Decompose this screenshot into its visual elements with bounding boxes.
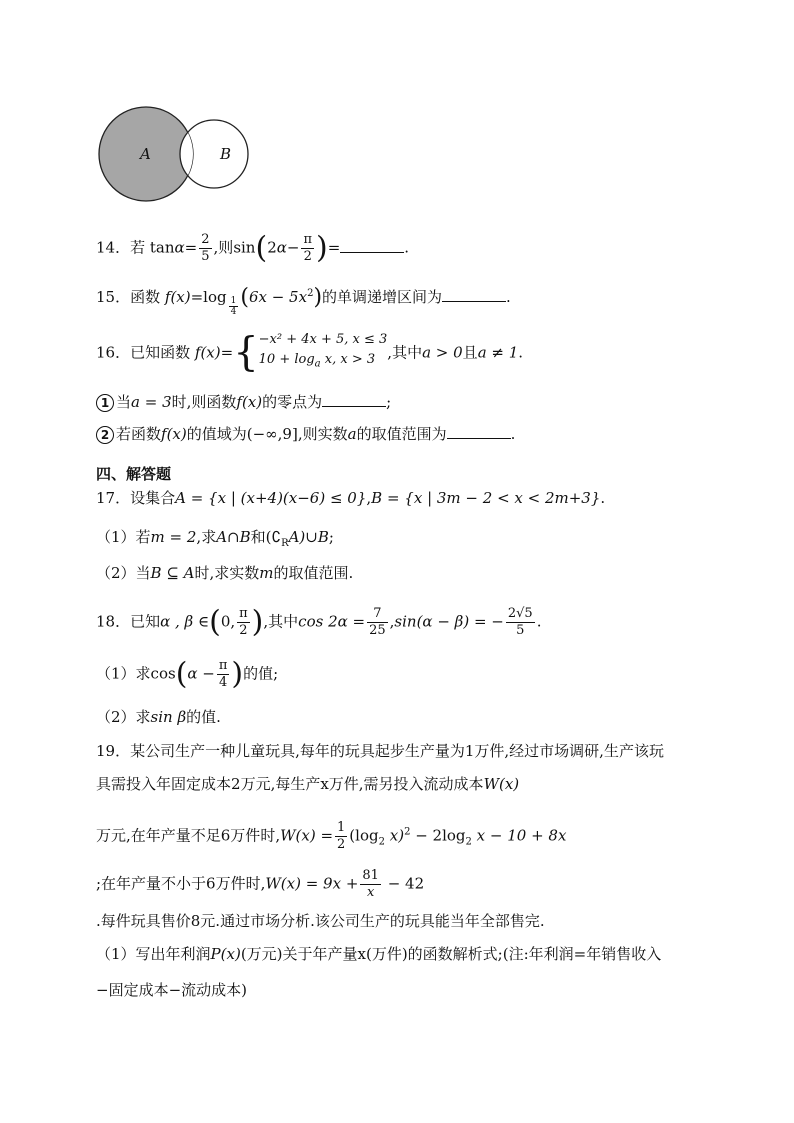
- question-16-part-1: 1 当a = 3时,则函数f(x)的零点为 ;: [96, 392, 391, 412]
- question-19-line-3: 万元,在年产量不足6万件时,W(x) = $\frac{1}{2}$ ($\log_2$ $x)^2 - 2\log_2$ x − 10 + 8x: [96, 820, 567, 852]
- section-heading: 四、解答题: [96, 465, 172, 483]
- question-18-part-1: （1）求cos(α − $\frac{\pi}{4}$ )的值;: [96, 656, 279, 692]
- answer-blank[interactable]: [447, 424, 511, 439]
- question-17-part-1: （1）若m = 2,求A∩B和$(∁_RA)\cup B$;: [96, 528, 334, 549]
- set-b-label: B: [220, 145, 232, 163]
- question-number: 15．: [96, 288, 131, 306]
- question-16-part-2: 2 若函数f(x)的值域为(−∞,9],则实数a的取值范围为 .: [96, 424, 515, 444]
- question-17-part-2: （2）当B ⊆ A时,求实数m的取值范围.: [96, 564, 354, 582]
- question-15: 15．函数 f(x)=log $\frac{1}{4}$ $(6x - 5x^2)$的单调递增区间为 .: [96, 285, 511, 317]
- question-19-line-4: ;在年产量不小于6万件时,W(x) = 9x + $\frac{81}{x}$ − 42: [96, 868, 425, 900]
- answer-blank[interactable]: [340, 238, 404, 253]
- question-number: 16．: [96, 343, 131, 362]
- set-a-label: A: [140, 145, 151, 163]
- question-number: 14．: [96, 238, 131, 257]
- question-18: 18．已知α , β ∈(0, $\frac{\pi}{2}$ ),其中cos 2α = $\frac{7}{25}$ ,sin(α − β) = − $\frac{2√5}{5}$ .: [96, 604, 542, 640]
- answer-blank[interactable]: [322, 392, 386, 407]
- question-16: 16．已知函数 f(x)={ −x² + 4x + 5, x ≤ 3 $10 + \log_a x$, x > 3 ,其中a > 0且a ≠ 1.: [96, 329, 524, 376]
- question-14: 14．若 tanα= $\frac{2}{5}$ ,则sin(2α− $\frac{\pi}{2}$ )= .: [96, 230, 410, 266]
- venn-diagram: [96, 92, 256, 216]
- question-number: 18．: [96, 612, 131, 631]
- circled-number-1: 1: [96, 394, 114, 412]
- question-18-part-2: （2）求sin β的值.: [96, 708, 221, 726]
- circled-number-2: 2: [96, 426, 114, 444]
- fraction: $\frac{2}{5}$: [201, 232, 210, 264]
- question-17: 17．设集合A = {x | (x+4)(x−6) ≤ 0},B = {x | 3m − 2 < x < 2m+3}.: [96, 489, 606, 507]
- question-19-line-1: 19．某公司生产一种儿童玩具,每年的玩具起步生产量为1万件,经过市场调研,生产该玩: [96, 742, 664, 760]
- question-19-line-7: −固定成本−流动成本): [96, 981, 247, 999]
- question-19-line-5: .每件玩具售价8元.通过市场分析.该公司生产的玩具能当年全部售完.: [96, 912, 545, 930]
- question-19-line-6: （1）写出年利润P(x)(万元)关于年产量x(万件)的函数解析式;(注:年利润=年销售收入: [96, 945, 662, 963]
- question-number: 17．: [96, 489, 131, 507]
- question-19-line-2: 具需投入年固定成本2万元,每生产x万件,需另投入流动成本W(x): [96, 775, 520, 793]
- answer-blank[interactable]: [442, 287, 506, 302]
- piecewise-cases: −x² + 4x + 5, x ≤ 3 $10 + \log_a x$, x > 3: [258, 332, 388, 370]
